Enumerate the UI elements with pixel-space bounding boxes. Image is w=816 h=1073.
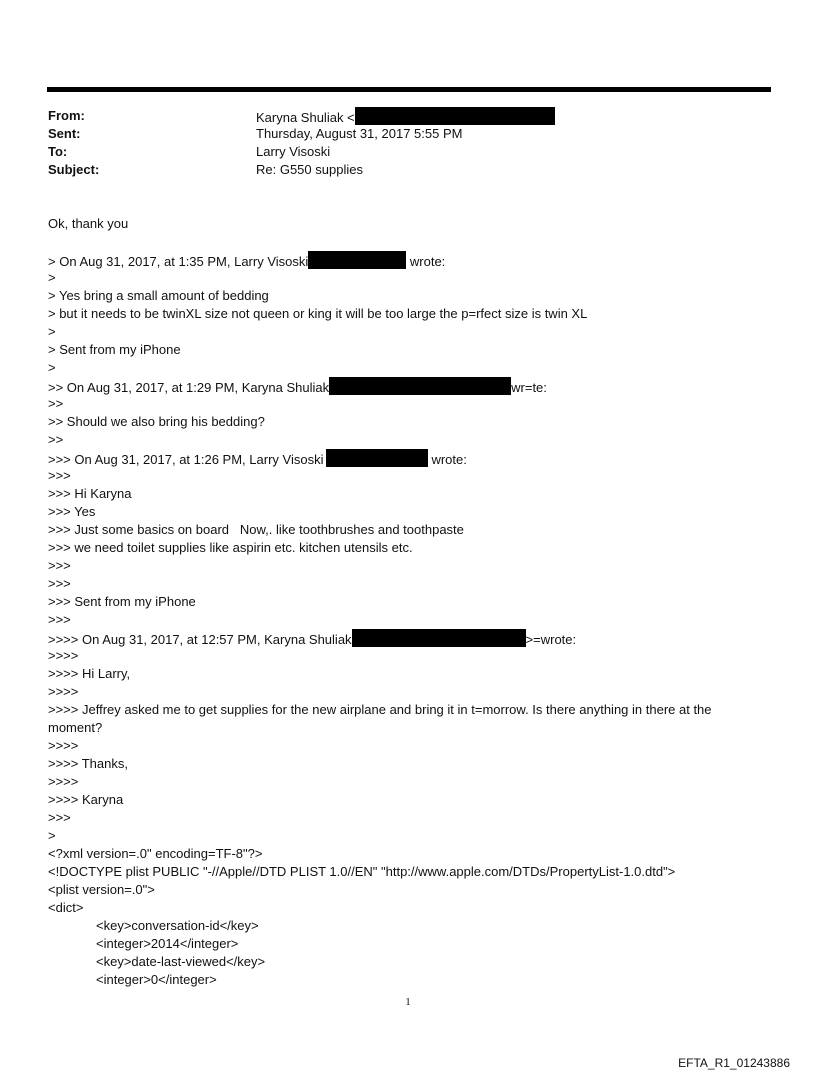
body-line: > (48, 324, 56, 339)
xml-line: <integer>2014</integer> (96, 936, 239, 951)
quote-header-line (48, 377, 758, 395)
body-line: >>>> Karyna (48, 792, 124, 807)
quote-header-tail: wr=te: (511, 380, 547, 395)
body-line: >>>> Hi Larry, (48, 666, 131, 681)
body-line: > (48, 270, 56, 285)
body-line: >>>> (48, 774, 79, 789)
body-line: >>> (48, 468, 71, 483)
quote-header-line (48, 449, 758, 467)
redaction-box (352, 629, 526, 647)
body-line: > but it needs to be twinXL size not queen or king it will be too large the p=rfect size is twin XL (48, 306, 588, 321)
body-line: >>>> (48, 648, 79, 663)
xml-line: <plist version=.0"> (48, 882, 155, 897)
body-line: >>> (48, 576, 71, 591)
xml-line: <integer>0</integer> (96, 972, 217, 987)
body-line: Ok, thank you (48, 216, 129, 231)
body-line: >>> we need toilet supplies like aspirin etc. kitchen utensils etc. (48, 540, 413, 555)
body-line: >>> Just some basics on board Now,. like toothbrushes and toothpaste (48, 522, 464, 537)
body-line: >>> (48, 810, 71, 825)
document-id: EFTA_R1_01243886 (678, 1056, 790, 1070)
quote-header-text: >> On Aug 31, 2017, at 1:29 PM, Karyna Shuliak (48, 380, 330, 395)
quote-header-tail: wrote: (406, 254, 446, 269)
redaction-box (329, 377, 511, 395)
quote-header-text: > On Aug 31, 2017, at 1:35 PM, Larry Visoski (48, 254, 309, 269)
quote-header-line (48, 251, 758, 269)
body-line: >>> Sent from my iPhone (48, 594, 196, 609)
redaction-box (308, 251, 406, 269)
body-line: >> (48, 396, 64, 411)
body-line: > (48, 828, 56, 843)
body-line: > (48, 360, 56, 375)
body-line: >> Should we also bring his bedding? (48, 414, 265, 429)
to-value: Larry Visoski (256, 144, 331, 159)
body-line: >>> (48, 558, 71, 573)
sent-value: Thursday, August 31, 2017 5:55 PM (256, 126, 463, 141)
quote-header-text: >>> On Aug 31, 2017, at 1:26 PM, Larry Visoski (48, 452, 324, 467)
redaction-box (326, 449, 428, 467)
body-line: >> (48, 432, 64, 447)
quote-header-text: >>>> On Aug 31, 2017, at 12:57 PM, Karyna Shuliak (48, 632, 352, 647)
subject-value: Re: G550 supplies (256, 162, 363, 177)
quote-header-line (48, 629, 758, 647)
body-line: >>> Yes (48, 504, 96, 519)
to-label: To: (48, 144, 68, 159)
quote-header-tail: wrote: (431, 452, 467, 467)
body-line: >>>> Thanks, (48, 756, 128, 771)
sent-label: Sent: (48, 126, 81, 141)
body-line: > Yes bring a small amount of bedding (48, 288, 269, 303)
body-line: >>> Hi Karyna (48, 486, 132, 501)
xml-line: <!DOCTYPE plist PUBLIC "-//Apple//DTD PLIST 1.0//EN" "http://www.apple.com/DTDs/PropertyList-1.0.dtd"> (48, 864, 676, 879)
from-value: Karyna Shuliak < (256, 110, 355, 125)
quote-header-tail: >=wrote: (525, 632, 577, 647)
body-line: >>>> Jeffrey asked me to get supplies for the new airplane and bring it in t=morrow. Is there anything in there at the moment? (48, 702, 712, 735)
xml-line: <dict> (48, 900, 84, 915)
header-rule (47, 87, 771, 92)
body-line: > Sent from my iPhone (48, 342, 181, 357)
xml-line: <key>date-last-viewed</key> (96, 954, 266, 969)
redaction-box (355, 107, 555, 125)
from-label: From: (48, 108, 85, 123)
body-line: >>> (48, 612, 71, 627)
xml-line: <?xml version=.0" encoding=TF-8"?> (48, 846, 263, 861)
body-line: >>>> (48, 738, 79, 753)
body-line: >>>> (48, 684, 79, 699)
page-number: 1 (405, 996, 411, 1008)
xml-line: <key>conversation-id</key> (96, 918, 259, 933)
email-body (48, 215, 758, 989)
subject-label: Subject: (48, 162, 100, 177)
